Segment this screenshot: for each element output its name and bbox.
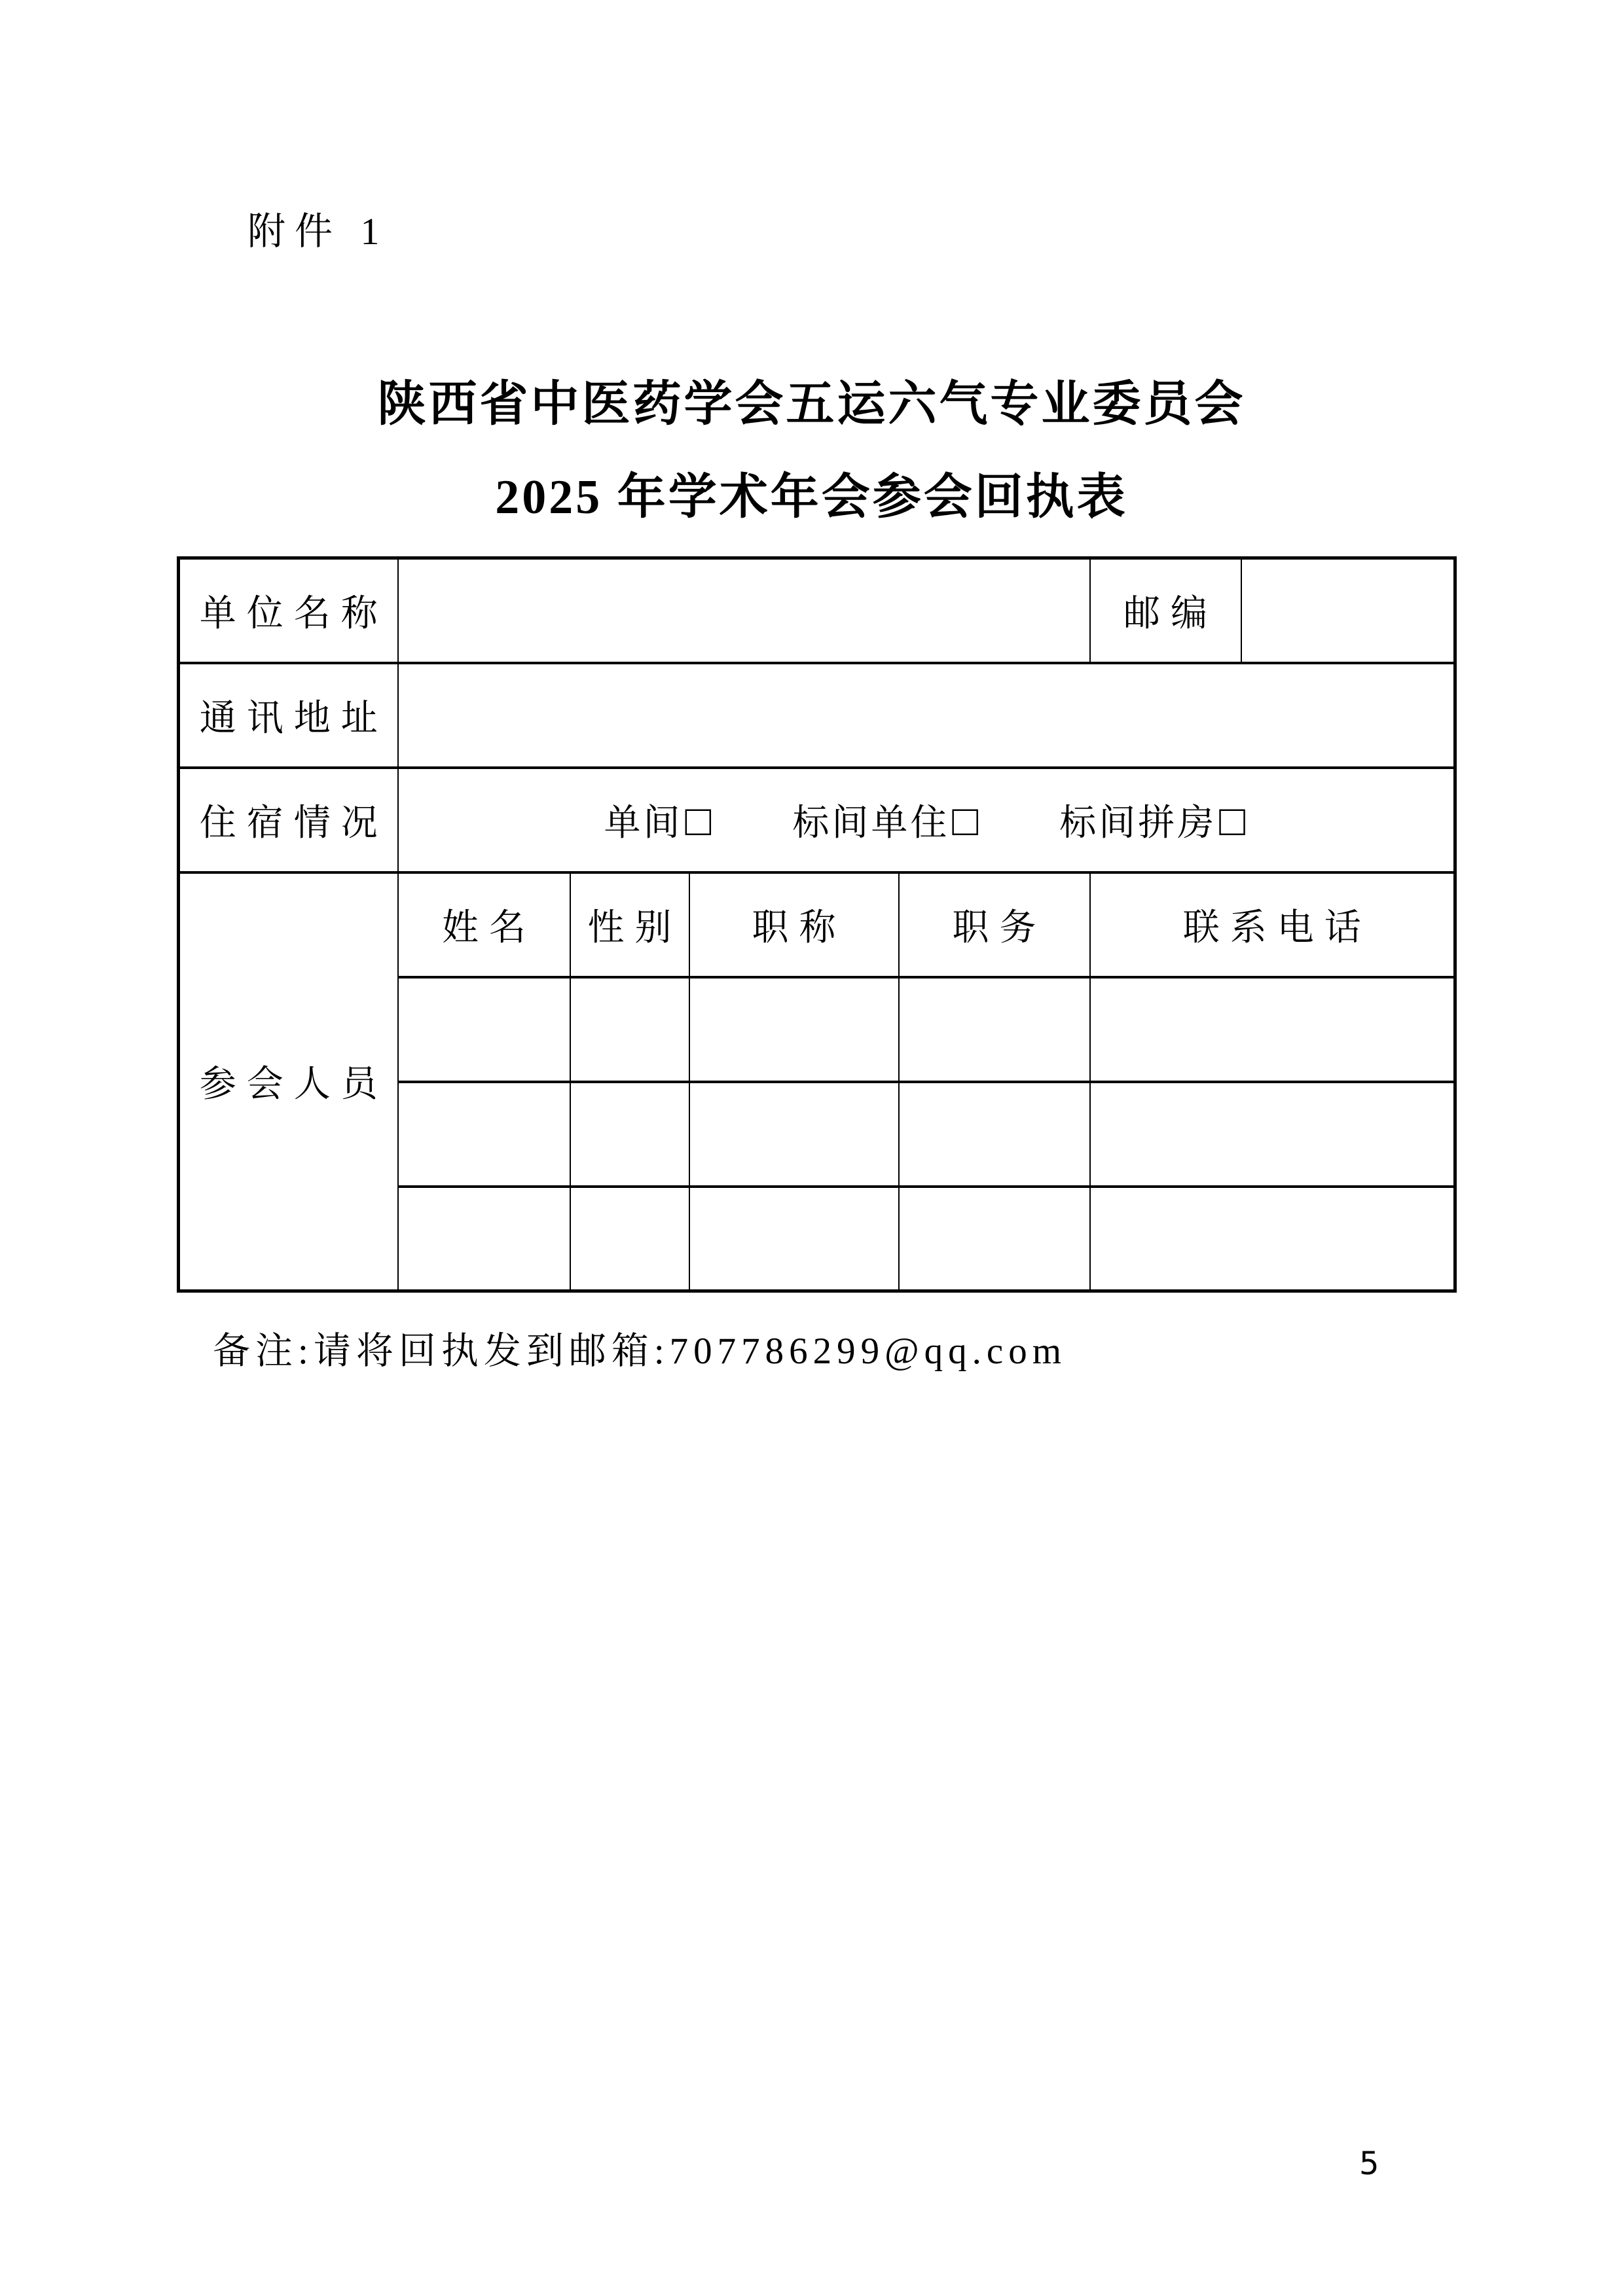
lodging-standard-shared-checkbox-icon[interactable]: □ bbox=[1219, 797, 1249, 845]
participant-title-cell[interactable] bbox=[689, 977, 899, 1082]
attachment-label: 附件 1 bbox=[247, 210, 389, 253]
document-title-line2: 2025 年学术年会参会回执表 bbox=[495, 471, 1128, 524]
lodging-single-checkbox-icon[interactable]: □ bbox=[685, 797, 714, 845]
lodging-option-standard-shared bbox=[1059, 794, 1248, 846]
lodging-option-single-label: 单间 bbox=[604, 802, 683, 844]
unit-name-input-cell[interactable] bbox=[398, 558, 1090, 663]
participant-gender-cell[interactable] bbox=[570, 977, 689, 1082]
participant-phone-cell[interactable] bbox=[1090, 977, 1455, 1082]
postal-code-input-cell[interactable] bbox=[1241, 558, 1455, 663]
lodging-options-cell bbox=[398, 768, 1455, 872]
column-header-phone: 联系电话 bbox=[1090, 872, 1455, 977]
reply-form-table bbox=[177, 556, 1457, 1293]
column-header-name: 姓名 bbox=[398, 872, 570, 977]
participant-name-cell[interactable] bbox=[398, 1187, 570, 1291]
participant-position-cell[interactable] bbox=[899, 1187, 1090, 1291]
lodging-standard-alone-checkbox-icon[interactable]: □ bbox=[952, 797, 981, 845]
lodging-options bbox=[399, 794, 1454, 846]
address-label: 通讯地址 bbox=[179, 663, 398, 768]
column-header-position: 职务 bbox=[899, 872, 1090, 977]
lodging-row bbox=[179, 768, 1455, 872]
participant-title-cell[interactable] bbox=[689, 1187, 899, 1291]
lodging-option-single bbox=[604, 794, 714, 846]
participants-header-row bbox=[179, 872, 1455, 977]
participants-label: 参会人员 bbox=[179, 872, 398, 1291]
postal-code-label: 邮编 bbox=[1090, 558, 1241, 663]
address-input-cell[interactable] bbox=[398, 663, 1455, 768]
participant-title-cell[interactable] bbox=[689, 1082, 899, 1187]
participant-gender-cell[interactable] bbox=[570, 1187, 689, 1291]
participant-phone-cell[interactable] bbox=[1090, 1187, 1455, 1291]
lodging-option-standard-shared-label: 标间拼房 bbox=[1059, 802, 1217, 844]
document-title-line1: 陕西省中医药学会五运六气专业委员会 bbox=[377, 378, 1246, 431]
participant-position-cell[interactable] bbox=[899, 1082, 1090, 1187]
participant-phone-cell[interactable] bbox=[1090, 1082, 1455, 1187]
page-number: 5 bbox=[1359, 2145, 1379, 2182]
lodging-option-standard-alone-label: 标间单住 bbox=[792, 802, 950, 844]
remark-note: 备注:请将回执发到邮箱:707786299@qq.com bbox=[213, 1331, 1067, 1372]
column-header-gender: 性别 bbox=[570, 872, 689, 977]
address-row bbox=[179, 663, 1455, 768]
unit-name-row bbox=[179, 558, 1455, 663]
column-header-title: 职称 bbox=[689, 872, 899, 977]
participant-gender-cell[interactable] bbox=[570, 1082, 689, 1187]
lodging-label: 住宿情况 bbox=[179, 768, 398, 872]
participant-name-cell[interactable] bbox=[398, 1082, 570, 1187]
participant-position-cell[interactable] bbox=[899, 977, 1090, 1082]
lodging-option-standard-alone bbox=[792, 794, 981, 846]
unit-name-label: 单位名称 bbox=[179, 558, 398, 663]
participant-name-cell[interactable] bbox=[398, 977, 570, 1082]
